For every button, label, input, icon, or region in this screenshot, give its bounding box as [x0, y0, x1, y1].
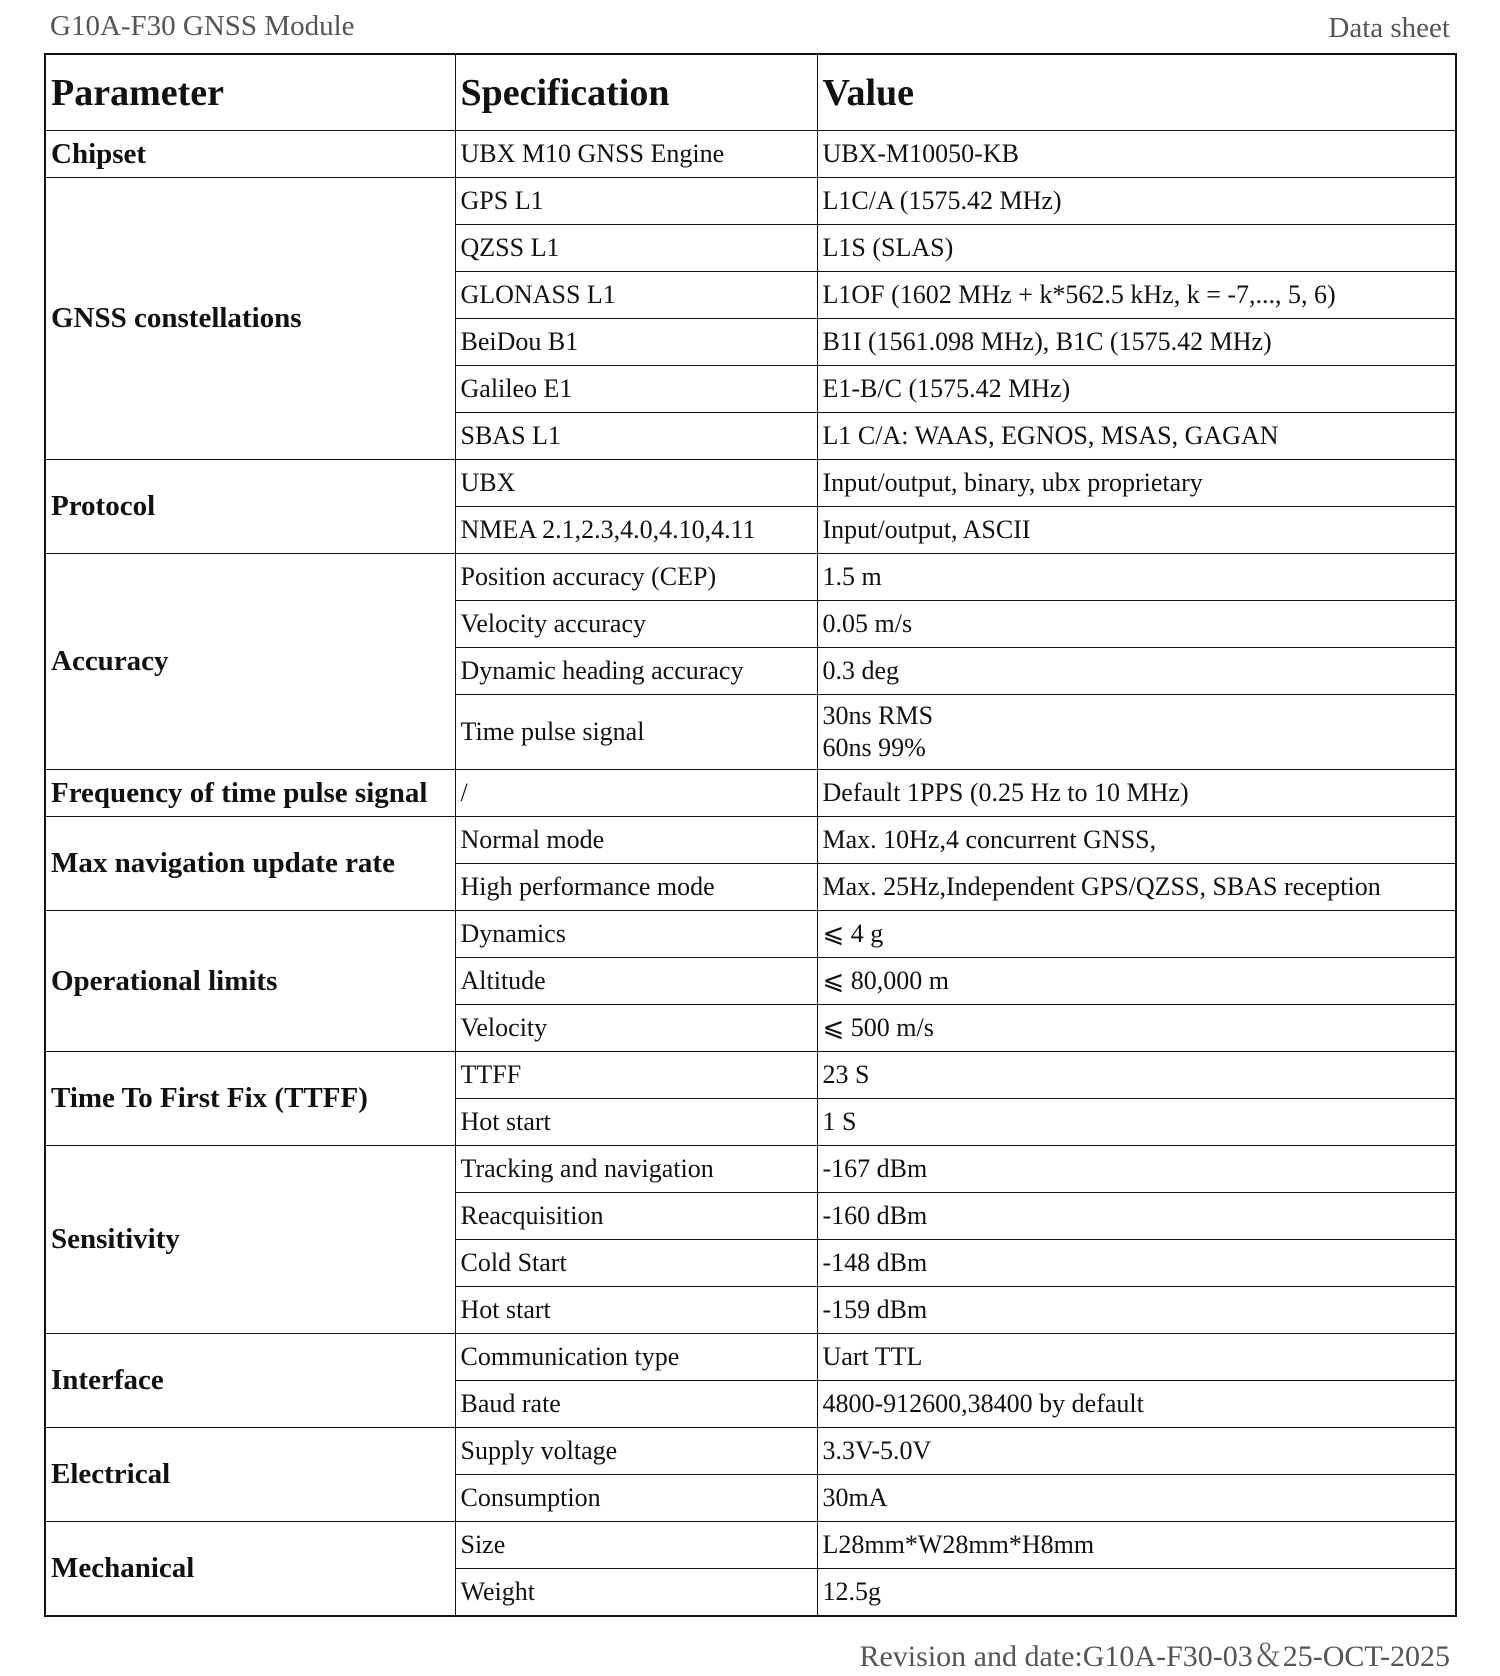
specification-cell: / [455, 770, 817, 817]
value-line: 4800-912600,38400 by default [822, 1388, 1144, 1418]
revision-footer: Revision and date:G10A-F30-03＆25-OCT-2025 [859, 1640, 1450, 1673]
value-line: -159 dBm [822, 1294, 928, 1324]
value-cell [817, 1569, 1456, 1617]
value-line: Max. 10Hz,4 concurrent GNSS, [822, 824, 1157, 854]
value-line: L1 C/A: WAAS, EGNOS, MSAS, GAGAN [822, 420, 1279, 450]
value-line: ⩽ 4 g [822, 918, 884, 948]
value-line: L1S (SLAS) [822, 232, 954, 262]
value-line: 23 S [822, 1059, 870, 1089]
parameter-cell: Frequency of time pulse signal [45, 770, 455, 817]
value-cell [817, 131, 1456, 178]
specification-cell: Time pulse signal [455, 695, 817, 770]
specification-cell: UBX [455, 460, 817, 507]
value-line: 1 S [822, 1106, 857, 1136]
parameter-cell: Electrical [45, 1428, 455, 1522]
value-line: Max. 25Hz,Independent GPS/QZSS, SBAS reception [822, 871, 1381, 901]
specification-cell: Position accuracy (CEP) [455, 554, 817, 601]
specification-cell: Tracking and navigation [455, 1146, 817, 1193]
column-header-specification: Specification [455, 54, 817, 131]
value-cell [817, 1522, 1456, 1569]
value-line: -167 dBm [822, 1153, 928, 1183]
value-cell [817, 1334, 1456, 1381]
value-cell [817, 648, 1456, 695]
value-line: ⩽ 80,000 m [822, 965, 950, 995]
table-header-row [45, 54, 1456, 131]
value-cell [817, 1381, 1456, 1428]
table-row [45, 131, 1456, 178]
table-row [45, 178, 1456, 225]
specification-cell: High performance mode [455, 864, 817, 911]
table-row [45, 554, 1456, 601]
value-cell [817, 958, 1456, 1005]
value-cell [817, 817, 1456, 864]
value-line: 1.5 m [822, 561, 882, 591]
table-row [45, 911, 1456, 958]
specification-cell: Galileo E1 [455, 366, 817, 413]
specification-cell: Reacquisition [455, 1193, 817, 1240]
table-row [45, 1522, 1456, 1569]
value-cell [817, 1052, 1456, 1099]
value-cell [817, 911, 1456, 958]
value-cell [817, 225, 1456, 272]
specification-cell: SBAS L1 [455, 413, 817, 460]
specification-cell: BeiDou B1 [455, 319, 817, 366]
value-cell [817, 319, 1456, 366]
value-line: 0.05 m/s [822, 608, 913, 638]
column-header-parameter: Parameter [45, 54, 455, 131]
parameter-cell: Chipset [45, 131, 455, 178]
value-line: 30mA [822, 1482, 888, 1512]
table-row [45, 1334, 1456, 1381]
specification-cell: Cold Start [455, 1240, 817, 1287]
value-cell [817, 601, 1456, 648]
value-line: Input/output, binary, ubx proprietary [822, 467, 1203, 497]
specification-cell: UBX M10 GNSS Engine [455, 131, 817, 178]
value-cell [817, 695, 1456, 770]
parameter-cell: Mechanical [45, 1522, 455, 1617]
value-cell [817, 460, 1456, 507]
specification-cell: QZSS L1 [455, 225, 817, 272]
value-line: 60ns 99% [822, 733, 926, 762]
parameter-cell: Sensitivity [45, 1146, 455, 1334]
value-cell [817, 770, 1456, 817]
specification-table [44, 53, 1457, 1617]
table-row [45, 770, 1456, 817]
specification-cell: Weight [455, 1569, 817, 1617]
value-line: 12.5g [822, 1576, 881, 1606]
value-cell [817, 1287, 1456, 1334]
value-line: UBX-M10050-KB [822, 138, 1019, 168]
specification-cell: GLONASS L1 [455, 272, 817, 319]
parameter-cell: Interface [45, 1334, 455, 1428]
specification-cell: Consumption [455, 1475, 817, 1522]
value-cell [817, 864, 1456, 911]
specification-cell: GPS L1 [455, 178, 817, 225]
value-line: -160 dBm [822, 1200, 928, 1230]
value-line: Uart TTL [822, 1341, 923, 1371]
value-cell [817, 1005, 1456, 1052]
value-line: ⩽ 500 m/s [822, 1012, 934, 1042]
column-header-value: Value [817, 54, 1456, 131]
parameter-cell: Max navigation update rate [45, 817, 455, 911]
specification-cell: Supply voltage [455, 1428, 817, 1475]
value-line: -148 dBm [822, 1247, 928, 1277]
value-line: Default 1PPS (0.25 Hz to 10 MHz) [822, 777, 1189, 807]
value-line: L28mm*W28mm*H8mm [822, 1529, 1095, 1559]
value-line: E1-B/C (1575.42 MHz) [822, 373, 1071, 403]
table-row [45, 1428, 1456, 1475]
parameter-cell: Accuracy [45, 554, 455, 770]
specification-cell: Velocity [455, 1005, 817, 1052]
value-line: B1I (1561.098 MHz), B1C (1575.42 MHz) [822, 326, 1272, 356]
value-cell [817, 1428, 1456, 1475]
value-line: Input/output, ASCII [822, 514, 1031, 544]
specification-cell: Normal mode [455, 817, 817, 864]
table-row [45, 817, 1456, 864]
table-body [45, 131, 1456, 1617]
value-cell [817, 1240, 1456, 1287]
specification-cell: Velocity accuracy [455, 601, 817, 648]
specification-cell: Communication type [455, 1334, 817, 1381]
parameter-cell: Time To First Fix (TTFF) [45, 1052, 455, 1146]
table-row [45, 1052, 1456, 1099]
value-cell [817, 1146, 1456, 1193]
specification-cell: Hot start [455, 1287, 817, 1334]
specification-cell: Hot start [455, 1099, 817, 1146]
parameter-cell: Protocol [45, 460, 455, 554]
specification-cell: TTFF [455, 1052, 817, 1099]
value-cell [817, 554, 1456, 601]
value-line: 30ns RMS [822, 700, 934, 730]
parameter-cell: GNSS constellations [45, 178, 455, 460]
table-row [45, 460, 1456, 507]
table-row [45, 1146, 1456, 1193]
value-line: 0.3 deg [822, 655, 900, 685]
document-type: Data sheet [1328, 12, 1450, 44]
specification-cell: Dynamics [455, 911, 817, 958]
value-cell [817, 366, 1456, 413]
value-cell [817, 178, 1456, 225]
specification-cell: Altitude [455, 958, 817, 1005]
specification-cell: Dynamic heading accuracy [455, 648, 817, 695]
value-cell [817, 1475, 1456, 1522]
specification-cell: Baud rate [455, 1381, 817, 1428]
value-line: L1C/A (1575.42 MHz) [822, 185, 1062, 215]
value-cell [817, 272, 1456, 319]
specification-cell: Size [455, 1522, 817, 1569]
value-cell [817, 413, 1456, 460]
value-cell [817, 1099, 1456, 1146]
value-cell [817, 1193, 1456, 1240]
document-title: G10A-F30 GNSS Module [50, 10, 355, 42]
specification-cell: NMEA 2.1,2.3,4.0,4.10,4.11 [455, 507, 817, 554]
value-line: 3.3V-5.0V [822, 1435, 932, 1465]
value-cell [817, 507, 1456, 554]
parameter-cell: Operational limits [45, 911, 455, 1052]
value-line: L1OF (1602 MHz + k*562.5 kHz, k = -7,..., 5, 6) [822, 279, 1336, 309]
